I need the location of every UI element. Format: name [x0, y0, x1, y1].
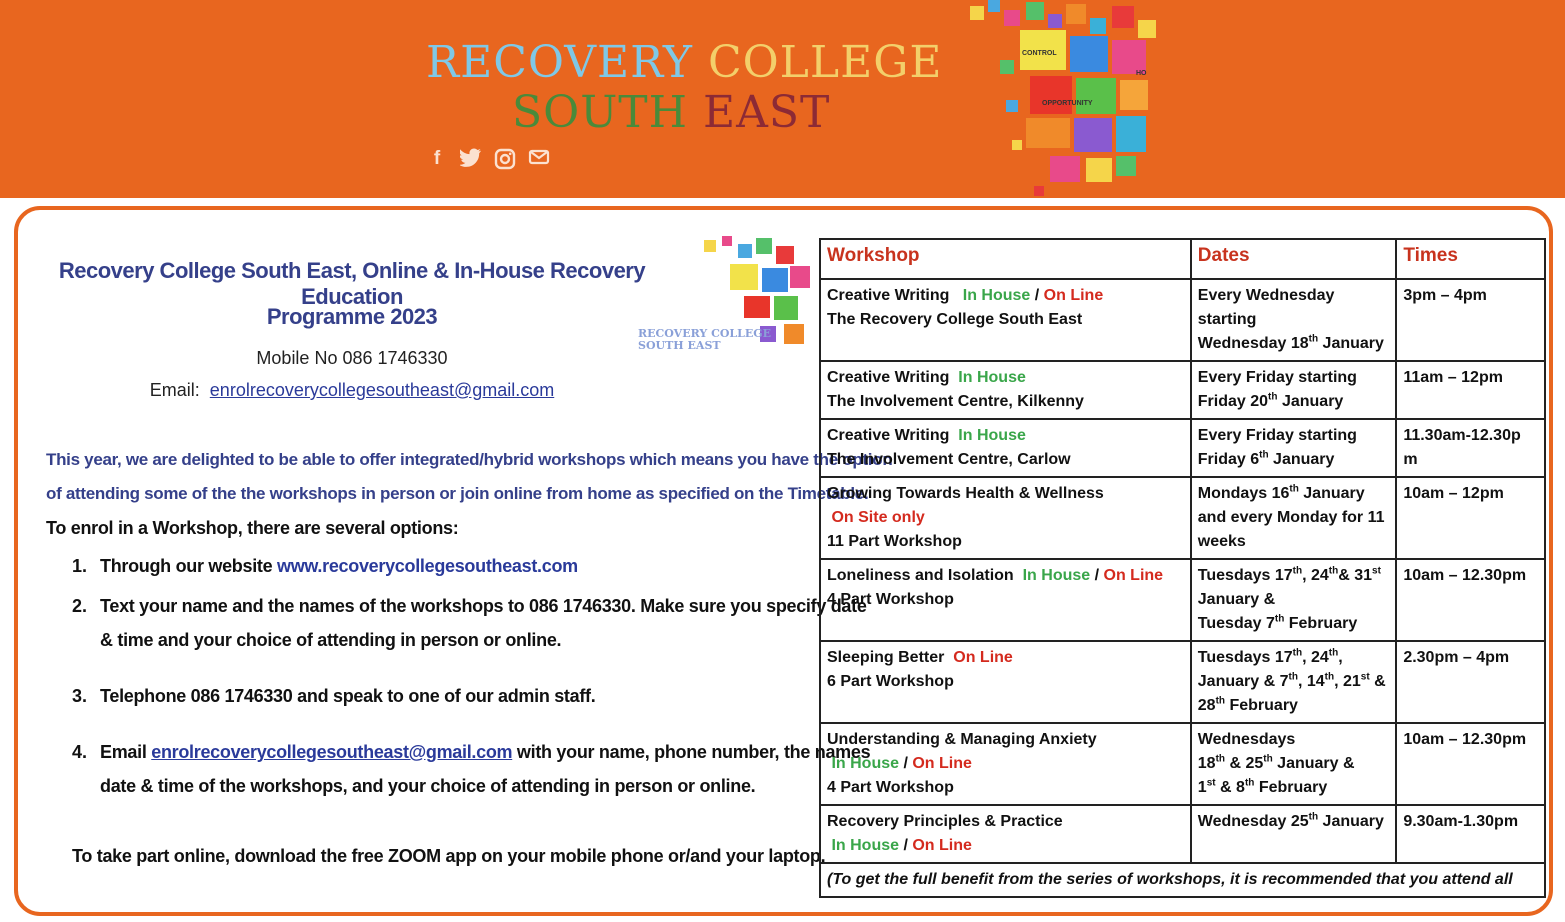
- mode-on-line: On Line: [1043, 287, 1104, 304]
- ordinal-suffix: th: [1263, 753, 1273, 765]
- ordinal-suffix: th: [1289, 483, 1299, 495]
- ordinal-suffix: st: [1372, 565, 1381, 577]
- time-cell: 2.30pm – 4pm: [1396, 641, 1545, 723]
- enrol-heading: To enrol in a Workshop, there are several options:: [46, 518, 459, 538]
- time-cell: [1396, 419, 1545, 477]
- mode-on-line: On Line: [1103, 567, 1164, 584]
- workshop-name: Creative Writing: [827, 427, 950, 444]
- header-banner: [0, 0, 1565, 198]
- table-header-row: [820, 239, 1545, 279]
- dates-line1: Every Wednesday starting: [1197, 287, 1335, 328]
- workshop-parts: 4 Part Workshop: [827, 779, 954, 796]
- email-label: Email:: [149, 380, 200, 400]
- dates-line2: and every Monday for 11: [1197, 509, 1385, 526]
- dates-cell: [1191, 641, 1397, 723]
- dates-text: January: [1318, 335, 1384, 352]
- cube-collage-graphic: [930, 0, 1166, 196]
- email-link[interactable]: enrolrecoverycollegesoutheast@gmail.com: [209, 380, 555, 400]
- workshop-venue: The Involvement Centre, Kilkenny: [827, 393, 1084, 410]
- dates-text: Friday 6: [1197, 451, 1260, 468]
- dates-text: & 8: [1215, 779, 1245, 796]
- ordinal-suffix: th: [1328, 647, 1339, 659]
- time-cell: 11am – 12pm: [1396, 361, 1545, 419]
- twitter-icon[interactable]: [460, 148, 482, 170]
- time-cell: 10am – 12pm: [1396, 477, 1545, 559]
- header-workshop: Workshop: [820, 239, 1191, 279]
- dates-cell: [1191, 805, 1397, 863]
- dates-text: January: [1277, 393, 1344, 410]
- dates-text: Tuesday 7: [1197, 615, 1275, 632]
- facebook-icon[interactable]: f: [433, 148, 441, 169]
- time-cell: 10am – 12.30pm: [1396, 559, 1545, 641]
- brand-word-south: SOUTH: [512, 87, 689, 138]
- mode-in-house: In House: [958, 427, 1026, 444]
- dates-text: , 24: [1302, 567, 1329, 584]
- time-cell: 9.30am-1.30pm: [1396, 805, 1545, 863]
- workshop-name: Loneliness and Isolation: [827, 567, 1014, 584]
- ordinal-suffix: th: [1288, 671, 1298, 683]
- dates-cell: [1191, 559, 1397, 641]
- dates-text: February: [1254, 779, 1328, 796]
- header-dates: Dates: [1191, 239, 1397, 279]
- workshop-parts: 11 Part Workshop: [827, 533, 962, 550]
- time-line2: m: [1403, 451, 1418, 468]
- mail-icon[interactable]: [528, 148, 550, 170]
- brand-word-recovery: RECOVERY: [426, 37, 693, 88]
- workshop-cell: [820, 361, 1191, 419]
- option-2-line1: Text your name and the names of the workshops to 086 1746330. Make sure you specify date: [100, 596, 867, 616]
- mode-on-line: On Line: [912, 755, 972, 772]
- ordinal-suffix: th: [1308, 811, 1319, 823]
- brand-word-college: COLLEGE: [707, 37, 943, 88]
- mode-in-house: In House: [831, 837, 900, 854]
- table-row: [820, 805, 1545, 863]
- option-4-email-link[interactable]: enrolrecoverycollegesoutheast@gmail.com: [151, 742, 513, 762]
- social-links: [426, 148, 550, 170]
- workshop-parts: 6 Part Workshop: [827, 673, 954, 690]
- option-number-3: 3.: [72, 686, 88, 706]
- instagram-icon[interactable]: [494, 148, 516, 170]
- workshop-parts: 4 Part Workshop: [827, 591, 954, 608]
- mode-on-line: On Line: [912, 837, 972, 854]
- ordinal-suffix: th: [1308, 333, 1319, 345]
- time-line1: 11.30am-12.30p: [1403, 427, 1521, 444]
- dates-text: , 21: [1334, 673, 1361, 690]
- workshop-cell: [820, 279, 1191, 361]
- dates-text: January: [1318, 813, 1384, 830]
- dates-text: Wednesday 18: [1197, 335, 1309, 352]
- workshop-venue: The Involvement Centre, Carlow: [827, 451, 1071, 468]
- option-3: Telephone 086 1746330 and speak to one of our admin staff.: [100, 686, 596, 706]
- workshop-name: Understanding & Managing Anxiety: [827, 731, 1097, 748]
- option-number-4: 4.: [72, 742, 88, 762]
- dates-text: January &: [1272, 755, 1355, 772]
- option-4-line1: [100, 742, 870, 763]
- workshop-name: Sleeping Better: [827, 649, 945, 666]
- option-4-tail: with your name, phone number, the names: [512, 742, 871, 762]
- mobile-number: Mobile No 086 1746330: [256, 348, 448, 368]
- ordinal-suffix: st: [1206, 777, 1216, 789]
- dates-text: , 24: [1302, 649, 1329, 666]
- dates-text: Tuesdays 17: [1197, 567, 1293, 584]
- workshop-venue: The Recovery College South East: [827, 311, 1083, 328]
- programme-title-line1: Recovery College South East, Online & In-House Recovery Education: [58, 258, 646, 309]
- footnote: (To get the full benefit from the series of workshops, it is recommended that you attend all: [820, 863, 1545, 897]
- workshop-cell: [820, 723, 1191, 805]
- workshop-cell: [820, 419, 1191, 477]
- option-2-line2: & time and your choice of attending in person or online.: [100, 630, 562, 650]
- table-row: [820, 361, 1545, 419]
- ordinal-suffix: th: [1324, 671, 1335, 683]
- dates-text: 28: [1197, 697, 1216, 714]
- mode-on-line: On Line: [953, 649, 1013, 666]
- ordinal-suffix: th: [1259, 449, 1269, 461]
- brand-word-east: EAST: [703, 87, 831, 138]
- option-4-line2: date & time of the workshops, and your choice of attending in person or online.: [100, 776, 756, 796]
- table-row: [820, 723, 1545, 805]
- dates-line1: Every Friday starting: [1197, 427, 1357, 444]
- workshop-timetable: [819, 238, 1546, 898]
- brand-logo-text: [426, 38, 943, 138]
- dates-text: ,: [1338, 649, 1343, 666]
- dates-text: January: [1268, 451, 1335, 468]
- ordinal-suffix: th: [1328, 565, 1339, 577]
- workshop-name: Recovery Principles & Practice: [827, 813, 1063, 830]
- option-1: [100, 556, 578, 577]
- mini-logo-line1: RECOVERY COLLEGE: [638, 327, 772, 340]
- option-number-2: 2.: [72, 596, 88, 616]
- dates-text: Tuesdays 17: [1197, 649, 1293, 666]
- option-number-1: 1.: [72, 556, 88, 576]
- workshop-cell: [820, 805, 1191, 863]
- email-line: [32, 380, 672, 401]
- table-row: [820, 641, 1545, 723]
- intro-paragraph-line1: This year, we are delighted to be able to offer integrated/hybrid workshops which means you have the option: [46, 450, 893, 469]
- dates-text: , 14: [1297, 673, 1325, 690]
- ordinal-suffix: th: [1274, 613, 1285, 625]
- table-row: [820, 279, 1545, 361]
- workshop-cell: [820, 477, 1191, 559]
- dates-text: &: [1369, 673, 1386, 690]
- zoom-note: To take part online, download the free ZOOM app on your mobile phone or/and your laptop.: [72, 846, 826, 866]
- table-footnote-row: [820, 863, 1545, 897]
- header-times: Times: [1396, 239, 1545, 279]
- workshop-cell: [820, 559, 1191, 641]
- programme-card: [14, 206, 1553, 916]
- time-cell: 3pm – 4pm: [1396, 279, 1545, 361]
- mode-on-site: On Site only: [831, 509, 925, 526]
- dates-text: 1: [1197, 779, 1207, 796]
- cube-label-control: CONTROL: [1022, 50, 1057, 57]
- dates-text: & 31: [1338, 567, 1373, 584]
- ordinal-suffix: th: [1244, 777, 1255, 789]
- dates-cell: [1191, 361, 1397, 419]
- mini-logo-text: [638, 328, 771, 352]
- mode-in-house: In House: [962, 287, 1031, 304]
- dates-text: January: [1298, 485, 1365, 502]
- ordinal-suffix: th: [1292, 565, 1303, 577]
- dates-line2: January &: [1197, 591, 1276, 608]
- option-1-text: Through our website: [100, 556, 277, 576]
- dates-line1: Wednesdays: [1197, 731, 1296, 748]
- ordinal-suffix: th: [1268, 391, 1278, 403]
- dates-cell: [1191, 723, 1397, 805]
- mode-in-house: In House: [1022, 567, 1091, 584]
- ordinal-suffix: th: [1215, 753, 1226, 765]
- dates-text: & 25: [1225, 755, 1264, 772]
- mode-in-house: In House: [958, 369, 1026, 386]
- ordinal-suffix: st: [1360, 671, 1370, 683]
- workshop-cell: [820, 641, 1191, 723]
- dates-cell: [1191, 279, 1397, 361]
- website-link[interactable]: www.recoverycollegesoutheast.com: [277, 556, 578, 576]
- dates-text: Friday 20: [1197, 393, 1269, 410]
- mode-separator: /: [1090, 567, 1104, 584]
- mode-in-house: In House: [831, 755, 900, 772]
- dates-cell: [1191, 477, 1397, 559]
- ordinal-suffix: th: [1215, 695, 1226, 707]
- dates-line1: Every Friday starting: [1197, 369, 1357, 386]
- option-4-lead: Email: [100, 742, 152, 762]
- table-row: [820, 559, 1545, 641]
- mode-separator: /: [899, 755, 913, 772]
- intro-paragraph-line2: of attending some of the the workshops in person or join online from home as specified on the Timetable.: [46, 484, 869, 503]
- dates-text: 18: [1197, 755, 1216, 772]
- dates-cell: [1191, 419, 1397, 477]
- time-cell: 10am – 12.30pm: [1396, 723, 1545, 805]
- table-row: [820, 419, 1545, 477]
- dates-text: February: [1284, 615, 1358, 632]
- dates-text: February: [1225, 697, 1298, 714]
- dates-text: Wednesday 25: [1197, 813, 1309, 830]
- workshop-name: Growing Towards Health & Wellness: [827, 485, 1104, 502]
- workshop-name: Creative Writing: [827, 287, 950, 304]
- dates-line3: weeks: [1197, 533, 1246, 550]
- dates-text: Mondays 16: [1197, 485, 1290, 502]
- ordinal-suffix: th: [1292, 647, 1303, 659]
- cube-label-opportunity: OPPORTUNITY: [1042, 100, 1093, 107]
- workshop-name: Creative Writing: [827, 369, 950, 386]
- mini-logo-line2: SOUTH EAST: [638, 339, 721, 352]
- mode-separator: /: [899, 837, 913, 854]
- cube-label-ho: HO: [1136, 70, 1147, 77]
- dates-text: January & 7: [1197, 673, 1289, 690]
- table-row: [820, 477, 1545, 559]
- mode-separator: /: [1030, 287, 1044, 304]
- programme-title-line2: Programme 2023: [266, 304, 438, 329]
